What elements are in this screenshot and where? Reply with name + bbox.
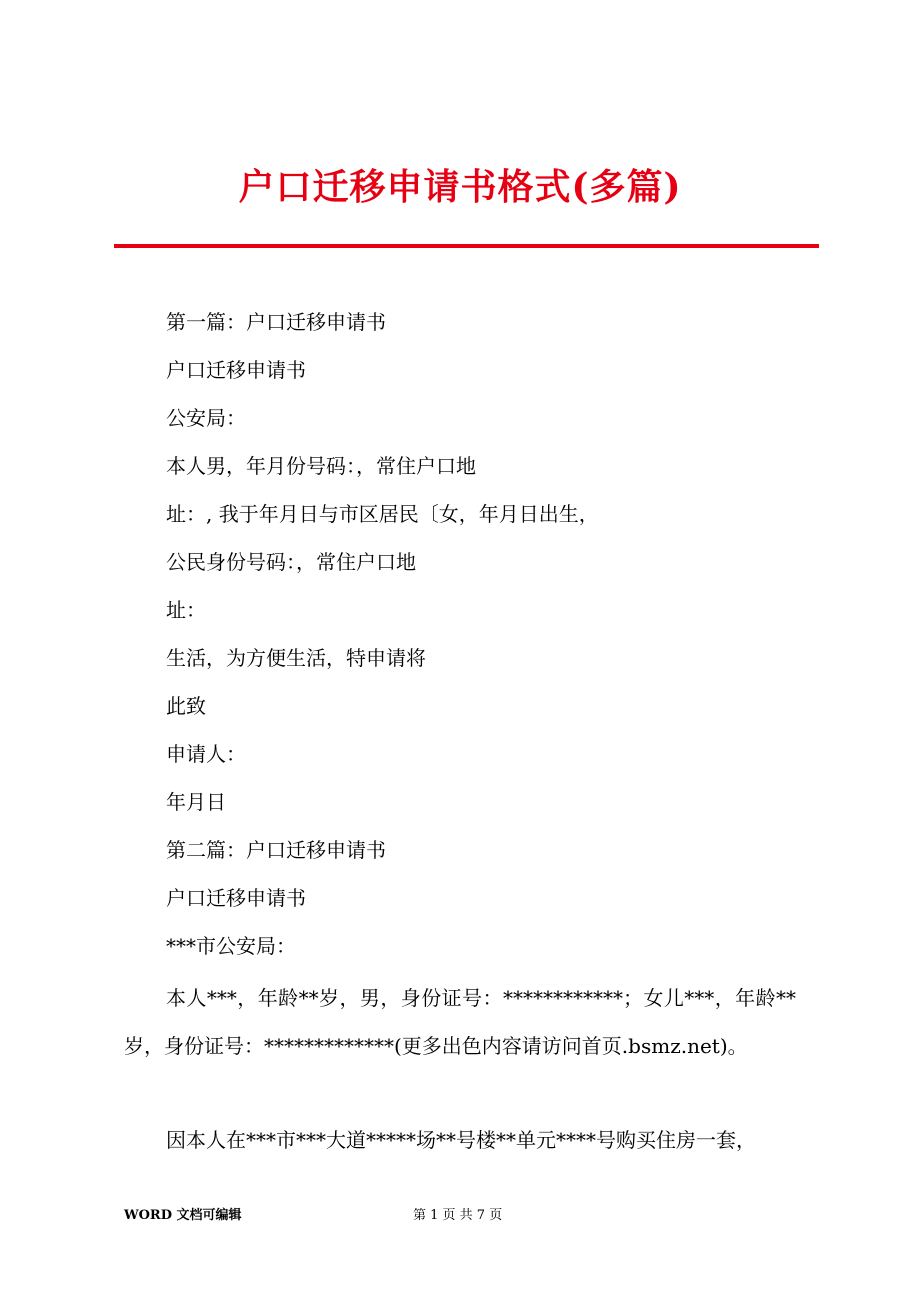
applicant-line: 申请人： [166, 742, 246, 766]
addressee-2: ***市公安局： [166, 934, 296, 958]
section-heading-2: 第二篇：户口迁移申请书 [166, 838, 386, 862]
page-number: 第 1 页 共 7 页 [413, 1208, 503, 1223]
document-title: 户口迁移申请书格式(多篇) [238, 166, 682, 208]
body-line: 本人男，年月份号码：，常住户口地 [166, 454, 476, 478]
title-divider [114, 244, 819, 248]
footer-editable-note: WORD 文档可编辑 [124, 1208, 242, 1223]
body-line: 址：, 我于年月日与市区居民〔女，年月日出生， [166, 502, 599, 526]
letter-title-2: 户口迁移申请书 [166, 886, 306, 910]
body-line: 生活，为方便生活，特申请将 [166, 646, 426, 670]
body-line: 公民身份号码：，常住户口地 [166, 550, 416, 574]
body-paragraph: 因本人在***市***大道*****场**号楼**单元****号购买住房一套， [166, 1128, 756, 1152]
closing-line: 此致 [166, 694, 206, 718]
addressee-1: 公安局： [166, 406, 246, 430]
body-paragraph: 本人***，年龄**岁，男，身份证号：************；女儿***，年龄**岁，身份证号：*************(更多出色内容请访问首页.bsmz.net)。 [124, 986, 796, 1058]
section-heading-1: 第一篇：户口迁移申请书 [166, 310, 386, 334]
body-line: 址： [166, 598, 206, 622]
date-line: 年月日 [166, 790, 226, 814]
letter-title-1: 户口迁移申请书 [166, 358, 306, 382]
